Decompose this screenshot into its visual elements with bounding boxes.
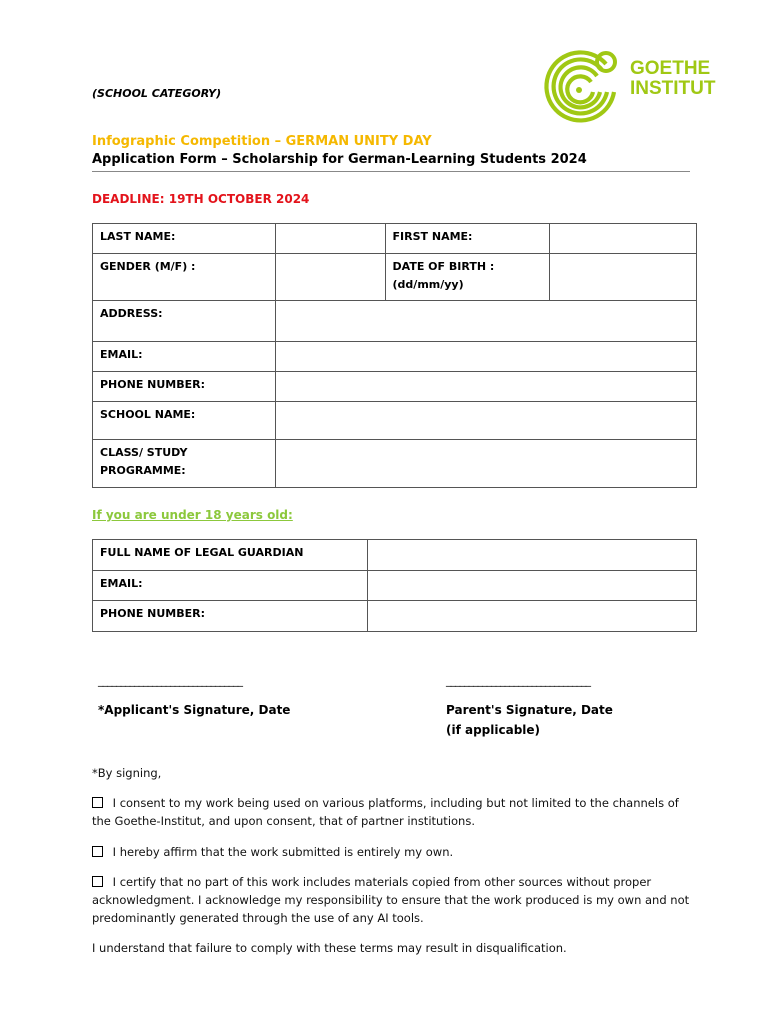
school-name-label: SCHOOL NAME: [93, 402, 276, 440]
affirm-checkbox-icon[interactable] [92, 846, 103, 857]
affirm-text: I hereby affirm that the work submitted is entirely my own. [112, 845, 454, 859]
certify-text: I certify that no part of this work includes materials copied from other sources without proper acknowledgment. I acknowledge my responsibility to ensure that the work produced is my own and not predominantly generated through the use of any AI tools. [92, 875, 690, 925]
guardian-name-label: FULL NAME OF LEGAL GUARDIAN [93, 540, 368, 571]
consent-item [92, 794, 692, 830]
terms-intro: *By signing, [92, 766, 162, 780]
guardian-table [92, 539, 697, 632]
consent-text: I consent to my work being used on various platforms, including but not limited to the channels of the Goethe-Institut, and upon consent, that of partner institutions. [92, 796, 679, 828]
class-field[interactable] [275, 440, 696, 488]
guardian-name-field[interactable] [367, 540, 696, 571]
goethe-institut-logo [536, 46, 726, 124]
parent-signature-line2: (if applicable) [446, 723, 541, 737]
logo-line1: GOETHE [630, 58, 711, 79]
last-name-label: LAST NAME: [93, 224, 276, 254]
parent-signature-label [446, 700, 613, 740]
certify-item [92, 873, 692, 927]
dob-label-line1: DATE OF BIRTH : [392, 260, 495, 273]
guardian-email-field[interactable] [367, 571, 696, 601]
school-name-field[interactable] [275, 402, 696, 440]
first-name-label: FIRST NAME: [385, 224, 550, 254]
certify-checkbox-icon[interactable] [92, 876, 103, 887]
dob-field[interactable] [550, 254, 697, 301]
guardian-phone-label: PHONE NUMBER: [93, 601, 368, 632]
dob-label [385, 254, 550, 301]
gender-field[interactable] [275, 254, 385, 301]
phone-field[interactable] [275, 372, 696, 402]
address-field[interactable] [275, 301, 696, 342]
class-label [93, 440, 276, 488]
logo-line2: INSTITUT [630, 78, 716, 99]
first-name-field[interactable] [550, 224, 697, 254]
last-name-field[interactable] [275, 224, 385, 254]
email-label: EMAIL: [93, 342, 276, 372]
competition-title: Infographic Competition – GERMAN UNITY DAY [92, 134, 432, 149]
address-label: ADDRESS: [93, 301, 276, 342]
failure-notice: I understand that failure to comply with these terms may result in disqualification. [92, 941, 567, 955]
school-category: (SCHOOL CATEGORY) [92, 87, 222, 100]
affirm-item [92, 843, 692, 861]
phone-label: PHONE NUMBER: [93, 372, 276, 402]
email-field[interactable] [275, 342, 696, 372]
guardian-email-label: EMAIL: [93, 571, 368, 601]
class-label-line2: PROGRAMME: [100, 464, 186, 477]
gender-label: GENDER (M/F) : [93, 254, 276, 301]
parent-signature-line[interactable]: ________________________________ [446, 674, 590, 687]
dob-label-line2: (dd/mm/yy) [392, 278, 464, 291]
under-18-heading: If you are under 18 years old: [92, 508, 293, 522]
applicant-signature-line[interactable]: ________________________________ [98, 674, 242, 687]
title-divider [92, 171, 690, 172]
class-label-line1: CLASS/ STUDY [100, 446, 188, 459]
applicant-signature-label: *Applicant's Signature, Date [98, 703, 291, 717]
guardian-phone-field[interactable] [367, 601, 696, 632]
goethe-logo-icon [536, 46, 630, 124]
applicant-table [92, 223, 697, 488]
parent-signature-line1: Parent's Signature, Date [446, 703, 613, 717]
deadline: DEADLINE: 19TH OCTOBER 2024 [92, 192, 310, 206]
consent-checkbox-icon[interactable] [92, 797, 103, 808]
application-title: Application Form – Scholarship for German-Learning Students 2024 [92, 152, 587, 167]
